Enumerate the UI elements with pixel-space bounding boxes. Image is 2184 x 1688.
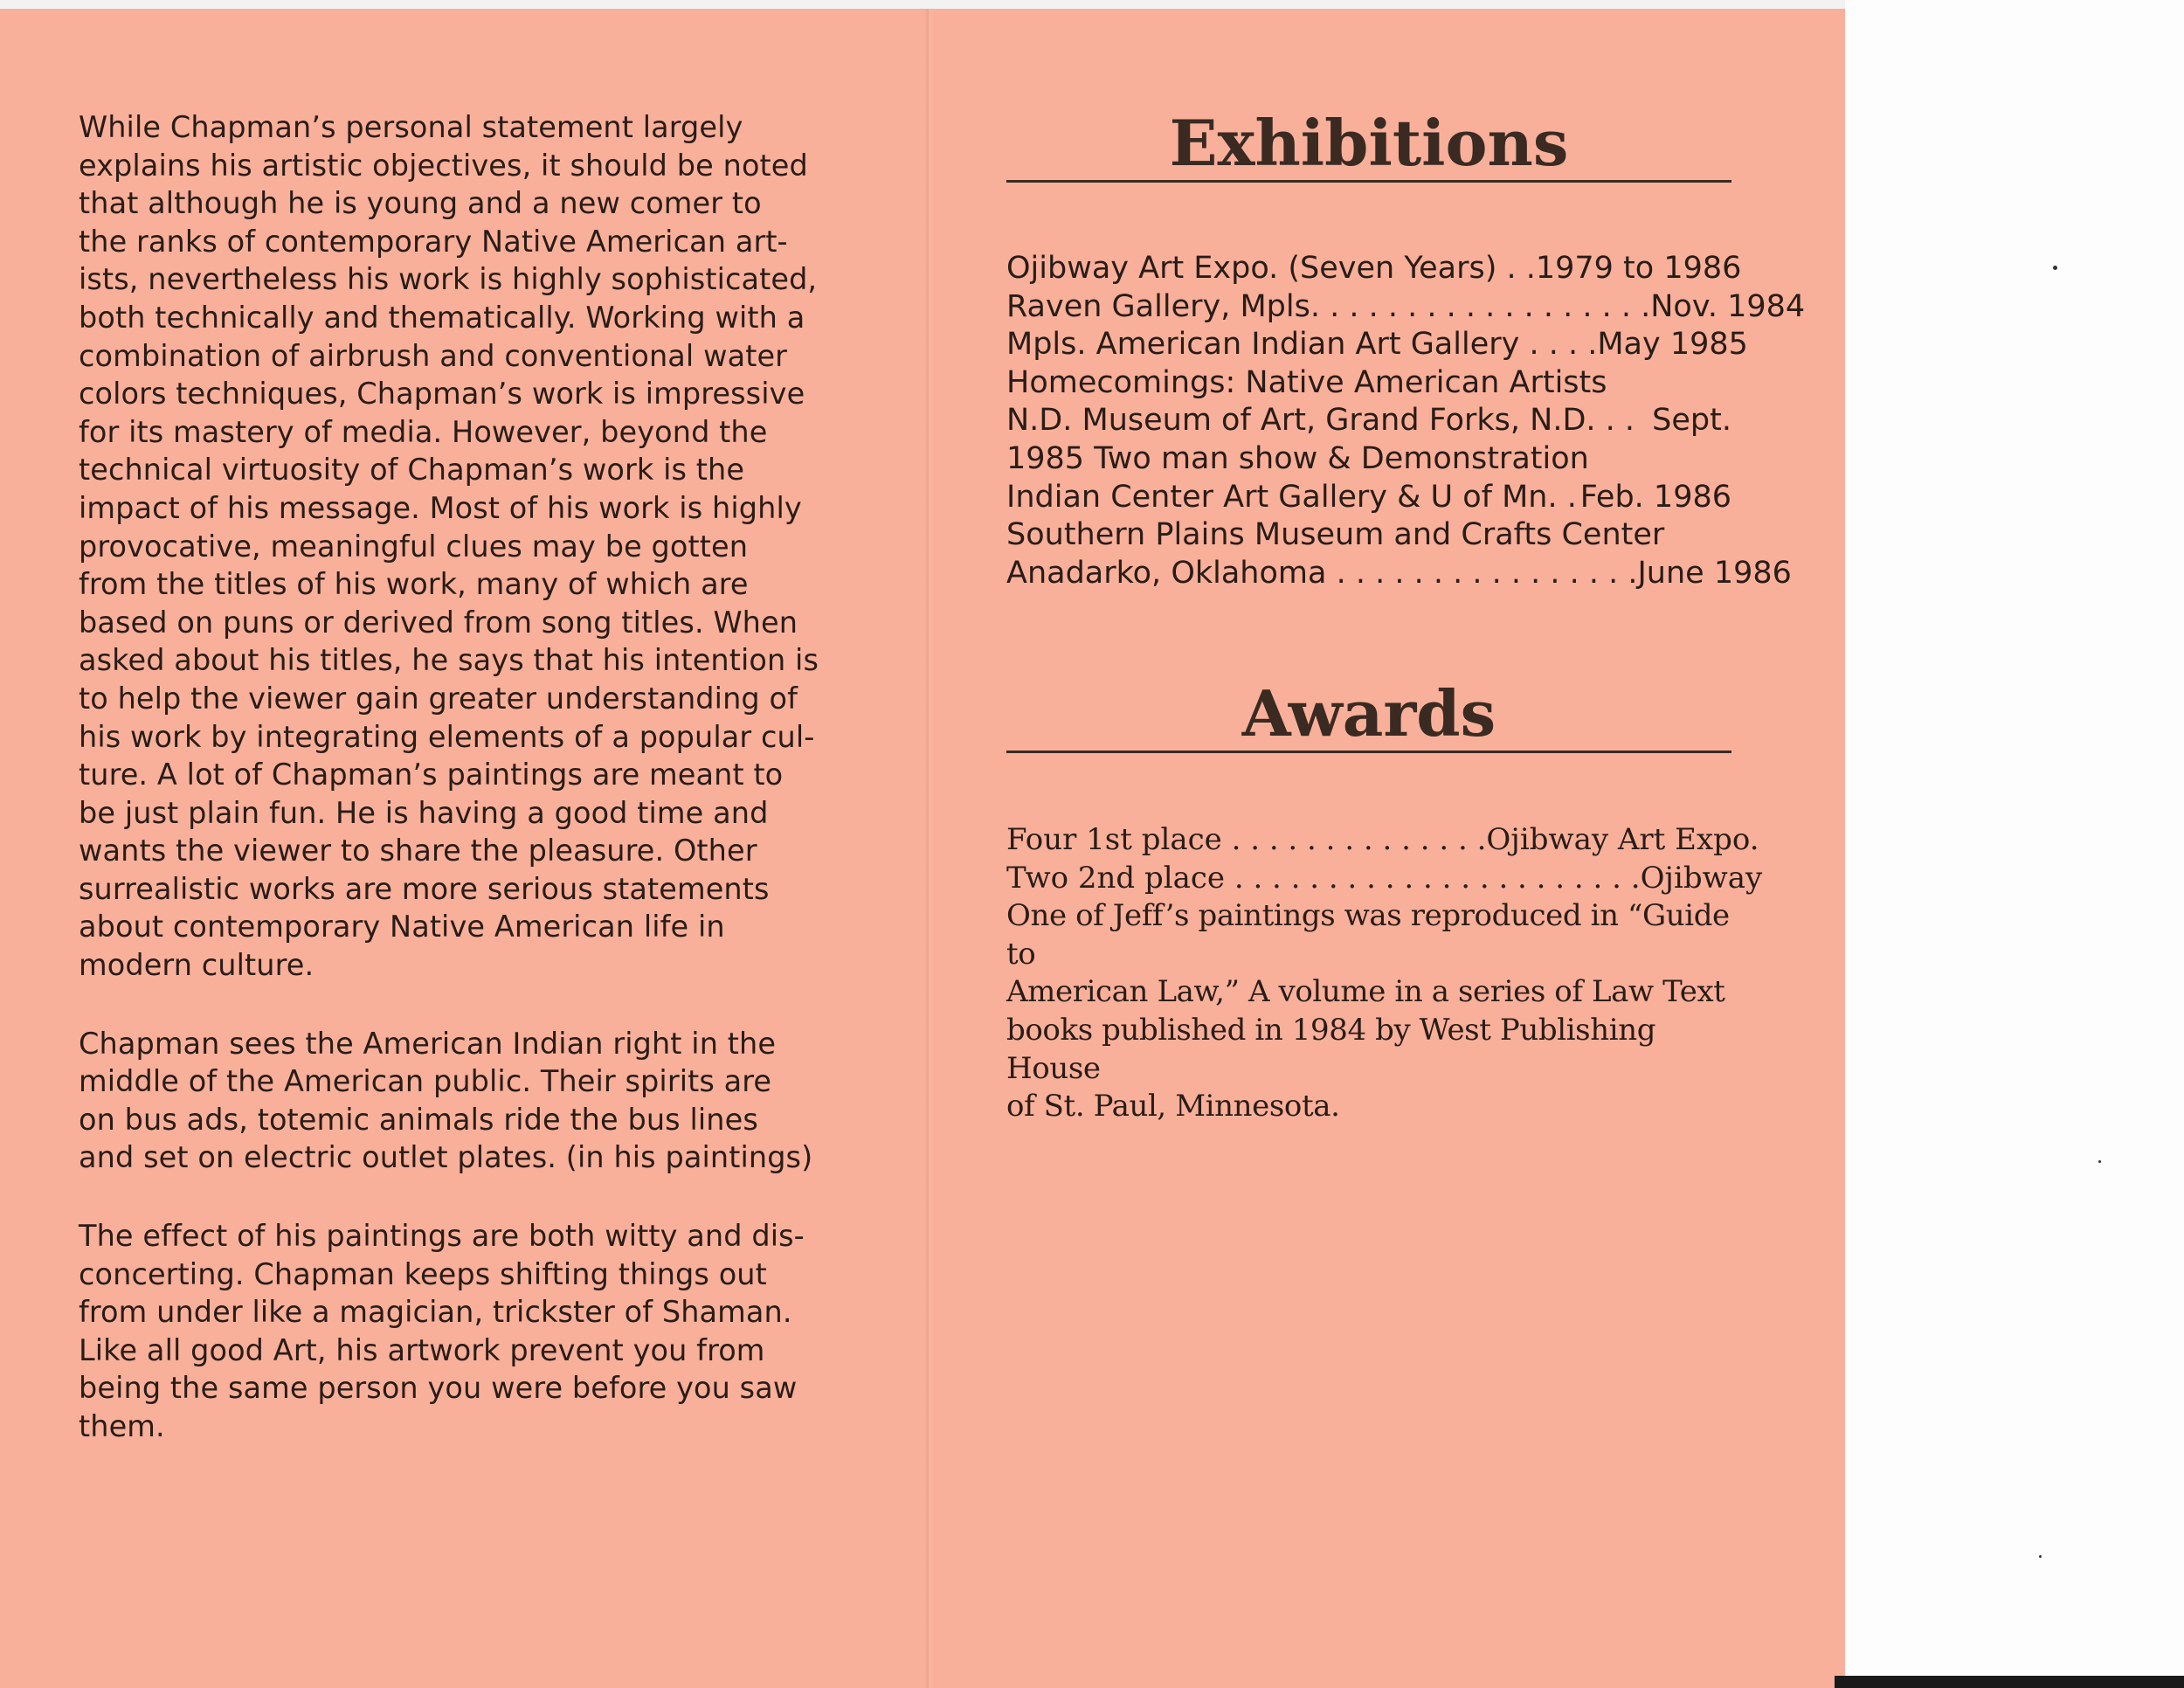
exhibition-date: Sept. [1652,403,1731,439]
dust-speck [2053,266,2057,270]
exhibition-row [1006,250,1742,288]
award-name: Two 2nd place . . . . . . . . . . . . . . . . . . . . . . [1006,860,1641,896]
center-fold [924,9,933,1688]
exhibition-row [1006,364,1731,403]
award-venue: Ojibway Art Expo. [1486,822,1759,857]
exhibition-venue: Indian Center Art Gallery & U of Mn. . [1006,479,1577,515]
exhibition-row [1006,555,1792,593]
exhibition-venue: Ojibway Art Expo. (Seven Years) . . [1006,251,1536,286]
exhibition-date: June 1986 [1637,555,1792,591]
exhibition-row [1006,516,1731,555]
paragraph-american-indian: Chapman sees the American Indian right in the middle of the American public. Their spirits are on bus ads, totemic animals ride the bus lines and set on electric outlet plates. (in his paintings) [79,1026,813,1175]
exhibition-date: 1979 to 1986 [1535,251,1742,286]
exhibition-venue: N.D. Museum of Art, Grand Forks, N.D. . . [1006,403,1635,439]
exhibition-row [1006,402,1731,440]
exhibition-row [1006,479,1731,517]
exhibitions-list [1006,250,1806,592]
exhibition-venue: Raven Gallery, Mpls. . . . . . . . . . . . . . . . . . [1006,288,1651,324]
award-row [1006,860,1763,898]
exhibitions-heading: Exhibitions [1169,106,1569,180]
exhibition-venue: Southern Plains Museum and Crafts Center [1006,517,1665,553]
dust-speck [2098,1160,2101,1163]
award-venue: Ojibway [1640,860,1763,896]
award-row [1006,821,1759,860]
exhibition-row [1006,326,1748,364]
awards-rule [1006,751,1731,753]
awards-list [1006,821,1763,1126]
awards-heading: Awards [1241,676,1496,751]
exhibitions-rule [1006,180,1731,183]
exhibition-date: Feb. 1986 [1579,479,1731,515]
exhibition-row [1006,440,1731,479]
awards-note: One of Jeff’s paintings was reproduced in “Guide to American Law,” A volume in a series of Law Text books published in 1984 by West Publishing House of St. Paul, Minnesota. [1006,898,1730,1124]
exhibition-venue: Homecomings: Native American Artists [1006,364,1607,400]
paragraph-statement: While Chapman’s personal statement largely explains his artistic objectives, it should be noted that although he is young and a new comer to the ranks of contemporary Native American art- ists, nevertheless his work is highly sophisticated, both technically and thematically. Working with a combination of airbrush and conventional water colors techniques, Chapman’s work is impressive for its mastery of media. However, beyond the technical virtuosity of Chapman’s work is the impact of his message. Most of his work is highly provocative, meaningful clues may be gotten from the titles of his work, many of which are based on puns or derived from song titles. When asked about his titles, he says that his intention is to help the viewer gain greater understanding of his work by integrating elements of a popular cul- ture. A lot of Chapman’s paintings are meant to be just plain fun. He is having a good time and wants the viewer to share the pleasure. Other surrealistic works are more serious statements about contemporary Native American life in modern culture. [79,110,819,983]
paragraph-effect: The effect of his paintings are both witty and dis- concerting. Chapman keeps shifting things out from under like a magician, trickster of Shaman. Like all good Art, his artwork prevent you from being the same person you were before you saw them. [79,1219,805,1443]
exhibition-date: Nov. 1984 [1650,288,1806,324]
exhibition-date: May 1985 [1597,327,1748,363]
left-page-body [79,108,830,1446]
exhibition-venue: Anadarko, Oklahoma . . . . . . . . . . . . . . . . [1006,555,1638,591]
exhibition-venue: 1985 Two man show & Demonstration [1006,440,1589,476]
exhibition-row [1006,288,1806,327]
scan-bottom-shadow [1835,1676,2184,1688]
exhibition-venue: Mpls. American Indian Art Gallery . . . . [1006,327,1598,363]
award-name: Four 1st place . . . . . . . . . . . . . . [1006,822,1487,857]
dust-speck [2039,1555,2042,1558]
